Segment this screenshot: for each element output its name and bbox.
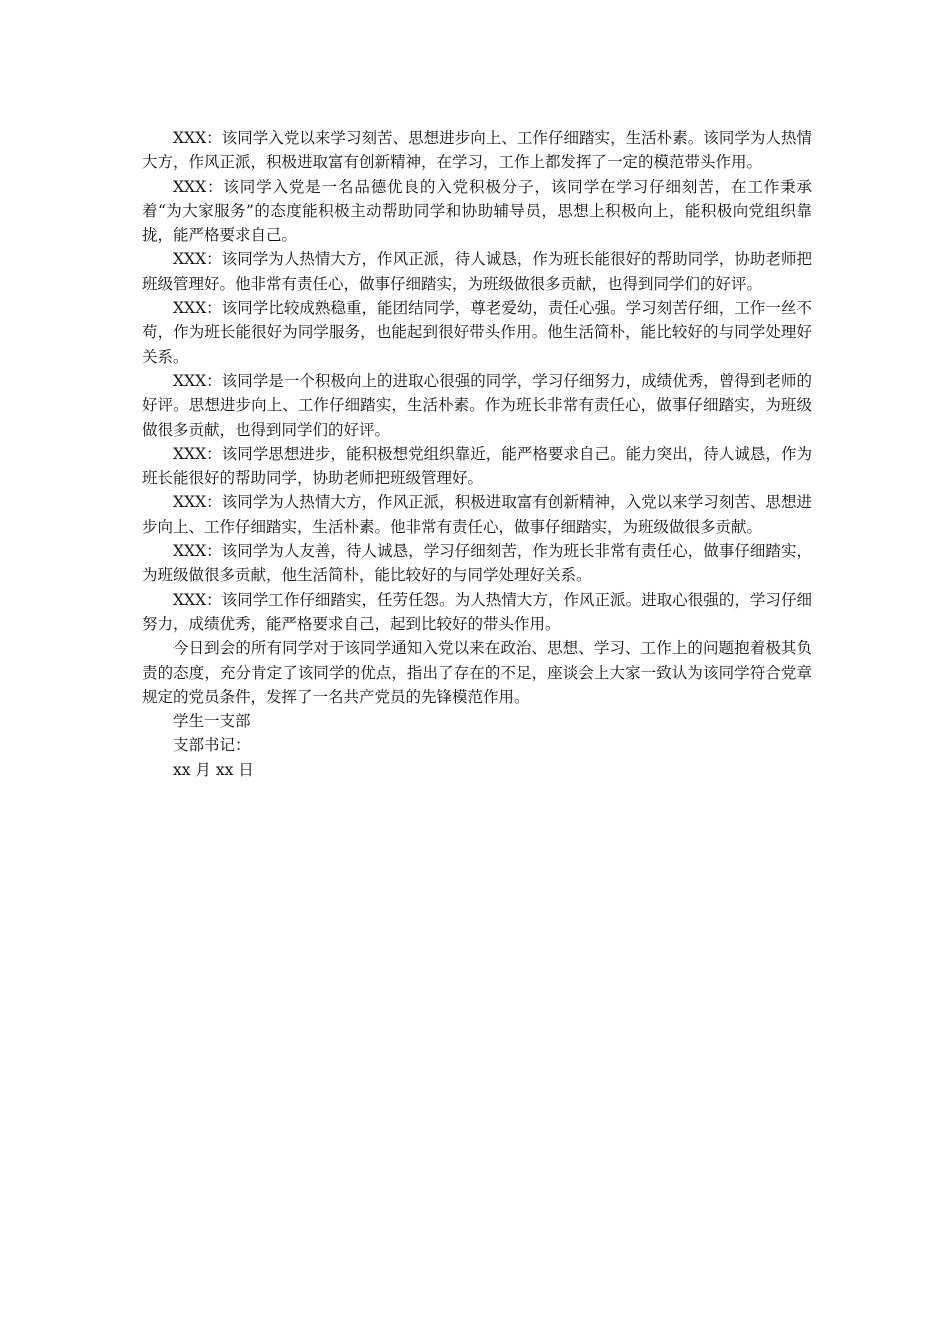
conclusion-paragraph: 今日到会的所有同学对于该同学通知入党以来在政治、思想、学习、工作上的问题抱着极其负责的态度，充分肯定了该同学的优点，指出了存在的不足，座谈会上大家一致认为该同学符合党章规定的党员条件，发挥了一名共产党员的先锋模范作用。 (142, 639, 812, 706)
paragraph: XXX：该同学入党是一名品德优良的入党积极分子，该同学在学习仔细刻苦，在工作秉承着“为大家服务”的态度能积极主动帮助同学和协助辅导员，思想上积极向上，能积极向党组织靠拢，能严格要求自己。 (142, 177, 812, 245)
paragraph: XXX：该同学为人热情大方，作风正派，积极进取富有创新精神，入党以来学习刻苦、思想进步向上、工作仔细踏实，生活朴素。他非常有责任心，做事仔细踏实，为班级做很多贡献。 (142, 493, 812, 536)
secretary-label: 支部书记： (173, 736, 251, 755)
paragraph: XXX：该同学入党以来学习刻苦、思想进步向上、工作仔细踏实，生活朴素。该同学为人热情大方，作风正派，积极进取富有创新精神，在学习，工作上都发挥了一定的模范带头作用。 (142, 129, 812, 172)
paragraph: XXX：该同学工作仔细踏实，任劳任怨。为人热情大方，作风正派。进取心很强的，学习仔细努力，成绩优秀，能严格要求自己，起到比较好的带头作用。 (142, 590, 812, 633)
paragraph: XXX：该同学思想进步，能积极想党组织靠近，能严格要求自己。能力突出，待人诚恳，作为班长能很好的帮助同学，协助老师把班级管理好。 (142, 444, 812, 488)
document-body (142, 126, 812, 782)
branch-name: 学生一支部 (173, 712, 251, 731)
paragraph: XXX：该同学为人友善，待人诚恳，学习仔细刻苦，作为班长非常有责任心，做事仔细踏实，为班级做很多贡献，他生活简朴，能比较好的与同学处理好关系。 (142, 542, 812, 585)
paragraph: XXX：该同学是一个积极向上的进取心很强的同学，学习仔细努力，成绩优秀，曾得到老师的好评。思想进步向上、工作仔细踏实，生活朴素。作为班长非常有责任心，做事仔细踏实，为班级做很多贡献，也得到同学们的好评。 (142, 371, 812, 439)
date-line: xx 月 xx 日 (173, 760, 254, 779)
paragraph: XXX：该同学比较成熟稳重，能团结同学，尊老爱幼，责任心强。学习刻苦仔细，工作一丝不苟，作为班长能很好为同学服务，也能起到很好带头作用。他生活简朴，能比较好的与同学处理好关系。 (142, 299, 812, 366)
paragraph: XXX：该同学为人热情大方，作风正派，待人诚恳，作为班长能很好的帮助同学，协助老师把班级管理好。他非常有责任心，做事仔细踏实，为班级做很多贡献，也得到同学们的好评。 (142, 250, 812, 293)
